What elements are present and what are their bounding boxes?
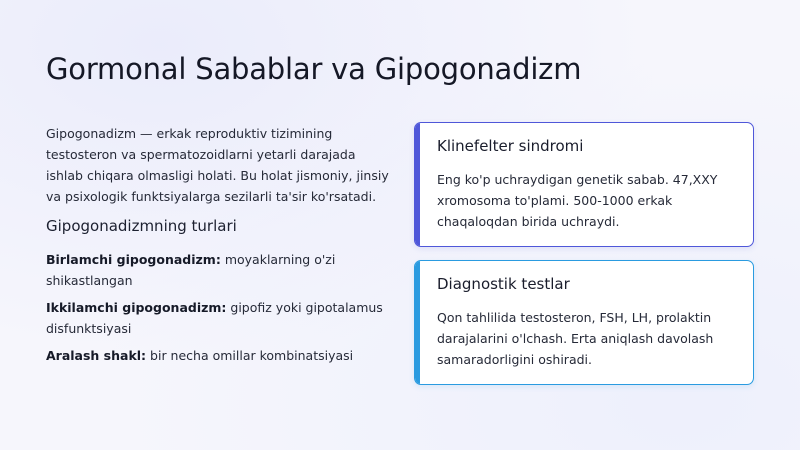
type-item-primary [46, 249, 396, 291]
card-title: Diagnostik testlar [437, 275, 570, 293]
card-text: Eng ko'p uchraydigan genetik sabab. 47,XXY xromosoma to'plami. 500-1000 erkak chaqaloqdan birida uchraydi. [437, 172, 718, 229]
card-title: Klinefelter sindromi [437, 137, 584, 155]
type-description: bir necha omillar kombinatsiyasi [146, 348, 354, 363]
types-heading: Gipogonadizmning turlari [46, 217, 237, 235]
types-list [46, 249, 396, 366]
card-text: Qon tahlilida testosteron, FSH, LH, prolaktin darajalarini o'lchash. Erta aniqlash davolash samaradorligini oshiradi. [437, 310, 714, 367]
type-item-mixed [46, 345, 396, 366]
type-description: gipofiz yoki gipotalamus disfunktsiyasi [46, 300, 383, 336]
type-name: Aralash shakl: [46, 348, 147, 363]
card-diagnostics [414, 260, 754, 385]
slide-title: Gormonal Sabablar va Gipogonadizm [46, 52, 582, 86]
left-column [46, 123, 396, 372]
type-name: Ikkilamchi gipogonadizm: [46, 300, 227, 315]
intro-paragraph: Gipogonadizm — erkak reproduktiv tizimining testosteron va spermatozoidlarni yetarli darajada ishlab chiqara olmasligi holati. Bu holat jismoniy, jinsiy va psixologik funktsiyalarga sezilarli ta'sir ko'rsatadi. [46, 126, 389, 204]
card-klinefelter [414, 122, 754, 247]
type-description: moyaklarning o'zi shikastlangan [46, 252, 336, 288]
type-item-secondary [46, 297, 396, 339]
type-name: Birlamchi gipogonadizm: [46, 252, 221, 267]
